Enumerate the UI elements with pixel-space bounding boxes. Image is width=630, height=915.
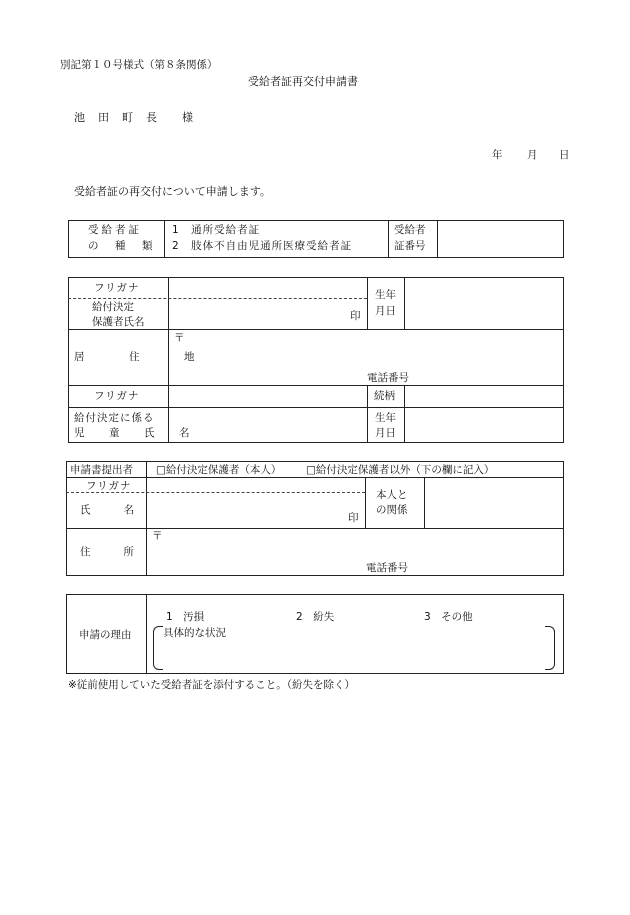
reason-option-lost[interactable]: 2 紛失 bbox=[296, 611, 335, 623]
child-furigana-label: フリガナ bbox=[94, 390, 140, 402]
applicant-relation-field[interactable] bbox=[429, 480, 559, 525]
document-title: 受給者証再交付申請書 bbox=[248, 75, 358, 88]
reason-label: 申請の理由 bbox=[79, 629, 132, 641]
detail-bracket-left bbox=[153, 626, 163, 670]
applicant-phone-field[interactable] bbox=[418, 561, 558, 574]
guardian-birthdate-field[interactable] bbox=[409, 280, 559, 326]
cert-number-label-1: 受給者 bbox=[394, 224, 426, 236]
submitter-option-other[interactable]: □給付決定保護者以外（下の欄に記入） bbox=[306, 464, 495, 476]
child-relation-label: 続柄 bbox=[374, 390, 395, 402]
child-name-field[interactable] bbox=[172, 410, 362, 440]
submitter-label: 申請書提出者 bbox=[70, 464, 133, 476]
guardian-name-field[interactable] bbox=[172, 301, 342, 325]
child-birth-label-1: 生年 bbox=[375, 412, 396, 424]
residence-phone-field[interactable] bbox=[420, 370, 558, 384]
guardian-furigana-label: フリガナ bbox=[94, 282, 140, 294]
date-year-label: 年 bbox=[492, 149, 503, 161]
footnote: ※従前使用していた受給者証を添付すること。（紛失を除く） bbox=[68, 679, 356, 691]
residence-address-field[interactable] bbox=[186, 332, 556, 370]
detail-field[interactable] bbox=[166, 642, 540, 668]
child-birth-label-2: 月日 bbox=[375, 427, 396, 439]
guardian-name-label-1: 給付決定 bbox=[92, 301, 134, 313]
detail-label: 具体的な状況 bbox=[163, 627, 226, 639]
child-furigana-field[interactable] bbox=[172, 388, 362, 404]
applicant-phone-label: 電話番号 bbox=[366, 562, 408, 574]
applicant-relation-label-1: 本人と bbox=[376, 489, 408, 501]
applicant-postal-mark: 〒 bbox=[152, 530, 163, 542]
cert-option-1: 1 通所受給者証 bbox=[172, 224, 261, 236]
applicant-name-field[interactable] bbox=[150, 495, 340, 525]
applicant-address-label: 住 所 bbox=[80, 546, 138, 558]
intro-text: 受給者証の再交付について申請します。 bbox=[74, 185, 271, 198]
guardian-birth-label-2: 月日 bbox=[375, 305, 396, 317]
cert-type-label-2: の 種 類 bbox=[88, 240, 156, 252]
applicant-relation-label-2: の関係 bbox=[376, 504, 408, 516]
cert-option-2: 2 肢体不自由児通所医療受給者証 bbox=[172, 240, 353, 252]
cert-number-label-2: 証番号 bbox=[394, 240, 426, 252]
child-name-label-1: 給付決定に係る bbox=[74, 412, 155, 424]
applicant-address-field[interactable] bbox=[164, 531, 559, 559]
applicant-name-label: 氏 名 bbox=[80, 504, 138, 516]
submitter-option-self[interactable]: □給付決定保護者（本人） bbox=[156, 464, 282, 476]
detail-bracket-right bbox=[545, 626, 555, 670]
child-relation-field[interactable] bbox=[409, 388, 559, 404]
residence-phone-label: 電話番号 bbox=[367, 372, 409, 384]
applicant-furigana-field[interactable] bbox=[150, 479, 362, 491]
reason-option-soiled[interactable]: 1 汚損 bbox=[166, 611, 205, 623]
cert-type-label-1: 受給者証 bbox=[88, 224, 142, 236]
guardian-name-label-2: 保護者氏名 bbox=[92, 316, 145, 328]
guardian-furigana-field[interactable] bbox=[172, 280, 362, 296]
applicant-furigana-label: フリガナ bbox=[86, 480, 132, 492]
applicant-seal-mark: 印 bbox=[348, 512, 359, 524]
addressee: 池 田 町 長 様 bbox=[74, 111, 194, 124]
reason-option-other[interactable]: 3 その他 bbox=[424, 611, 473, 623]
residence-postal-mark: 〒 bbox=[174, 332, 185, 344]
child-name-label-2: 児 童 氏 名 bbox=[74, 427, 197, 439]
guardian-birth-label-1: 生年 bbox=[375, 289, 396, 301]
cert-number-field[interactable] bbox=[442, 223, 560, 255]
child-birthdate-field[interactable] bbox=[409, 410, 559, 440]
residence-label: 居 住 地 bbox=[74, 351, 212, 363]
date-month-label: 月 bbox=[527, 149, 538, 161]
guardian-seal-mark: 印 bbox=[350, 310, 361, 322]
date-day-label: 日 bbox=[559, 149, 570, 161]
form-number: 別記第１０号様式（第８条関係） bbox=[60, 59, 218, 71]
